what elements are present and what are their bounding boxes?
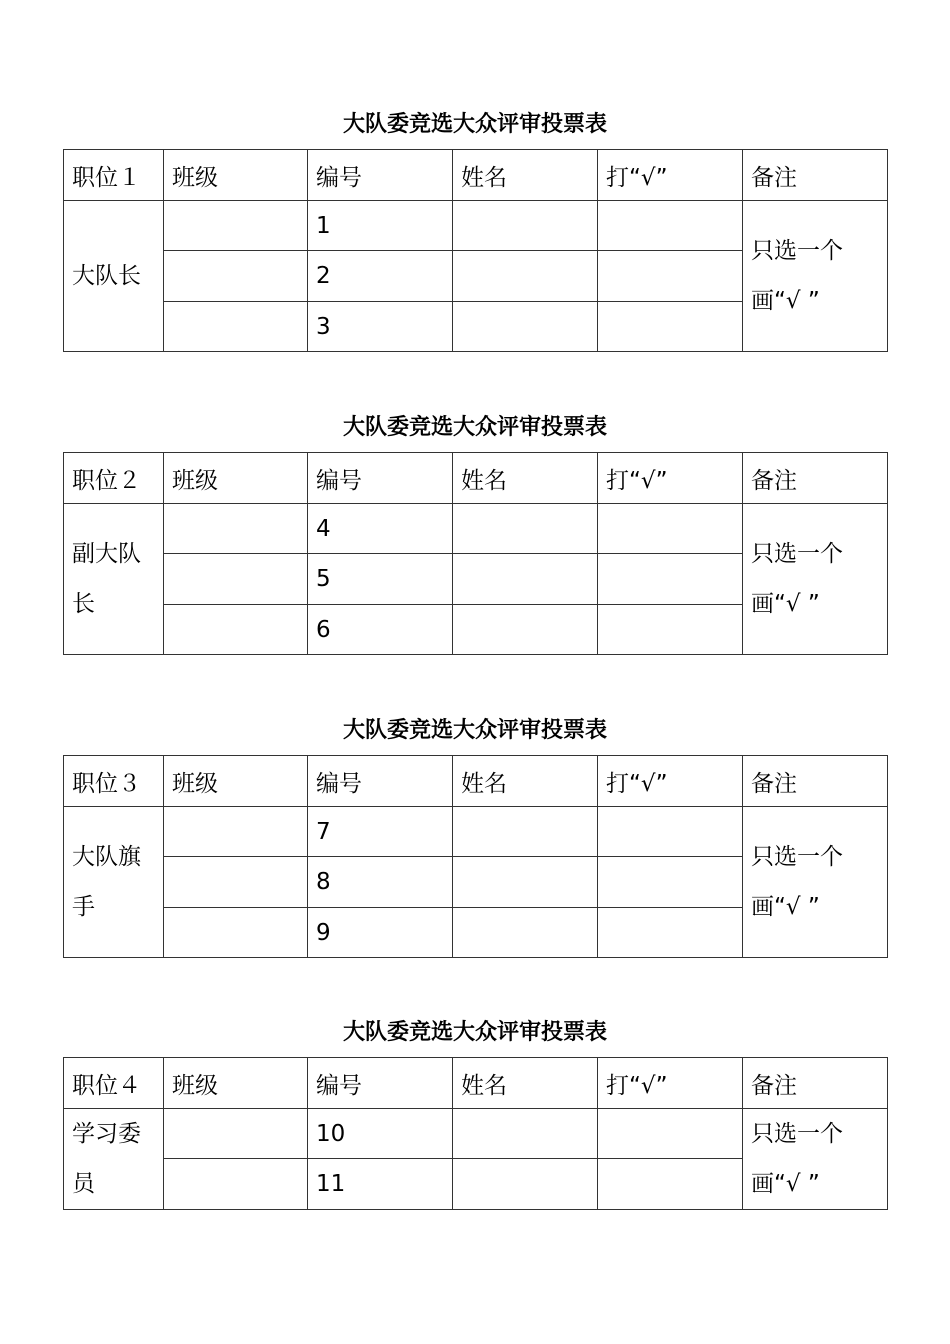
header-row	[64, 1058, 888, 1109]
table-title: 大队委竞选大众评审投票表	[342, 718, 607, 743]
name-cell[interactable]	[453, 201, 598, 251]
header-check: 打“√”	[598, 150, 743, 201]
table-row	[64, 1109, 888, 1159]
name-cell[interactable]	[453, 1109, 598, 1159]
class-cell[interactable]	[164, 554, 308, 605]
check-cell[interactable]	[598, 807, 743, 857]
header-check: 打“√”	[598, 756, 743, 807]
name-cell[interactable]	[453, 1159, 598, 1210]
table-row	[64, 807, 888, 857]
number-cell: 5	[308, 554, 453, 605]
header-note: 备注	[743, 150, 888, 201]
check-cell[interactable]	[598, 605, 743, 655]
position-label: 职位１	[64, 150, 164, 201]
number-cell: 4	[308, 504, 453, 554]
header-row	[64, 453, 888, 504]
header-name: 姓名	[453, 1058, 598, 1109]
number-cell: 7	[308, 807, 453, 857]
number-cell: 6	[308, 605, 453, 655]
note-cell: 只选一个画“√ ”	[743, 504, 888, 655]
header-class: 班级	[164, 1058, 308, 1109]
position-label: 职位３	[64, 756, 164, 807]
note-cell: 只选一个画“√ ”	[743, 807, 888, 958]
check-cell[interactable]	[598, 302, 743, 352]
name-cell[interactable]	[453, 554, 598, 605]
vote-table	[63, 755, 888, 958]
header-class: 班级	[164, 150, 308, 201]
class-cell[interactable]	[164, 908, 308, 958]
vote-table	[63, 452, 888, 655]
name-cell[interactable]	[453, 605, 598, 655]
number-cell: 10	[308, 1109, 453, 1159]
check-cell[interactable]	[598, 554, 743, 605]
header-number: 编号	[308, 756, 453, 807]
class-cell[interactable]	[164, 1109, 308, 1159]
name-cell[interactable]	[453, 807, 598, 857]
header-row	[64, 150, 888, 201]
class-cell[interactable]	[164, 1159, 308, 1210]
number-cell: 9	[308, 908, 453, 958]
header-number: 编号	[308, 150, 453, 201]
name-cell[interactable]	[453, 908, 598, 958]
number-cell: 8	[308, 857, 453, 908]
table-row	[64, 201, 888, 251]
header-class: 班级	[164, 756, 308, 807]
name-cell[interactable]	[453, 302, 598, 352]
class-cell[interactable]	[164, 302, 308, 352]
check-cell[interactable]	[598, 1159, 743, 1210]
class-cell[interactable]	[164, 807, 308, 857]
class-cell[interactable]	[164, 251, 308, 302]
header-name: 姓名	[453, 756, 598, 807]
header-number: 编号	[308, 1058, 453, 1109]
number-cell: 2	[308, 251, 453, 302]
number-cell: 3	[308, 302, 453, 352]
class-cell[interactable]	[164, 857, 308, 908]
role-cell: 副大队长	[64, 504, 164, 655]
header-note: 备注	[743, 756, 888, 807]
header-note: 备注	[743, 1058, 888, 1109]
vote-table	[63, 1057, 888, 1210]
name-cell[interactable]	[453, 504, 598, 554]
header-check: 打“√”	[598, 453, 743, 504]
vote-table	[63, 149, 888, 352]
header-name: 姓名	[453, 453, 598, 504]
table-title: 大队委竞选大众评审投票表	[342, 112, 607, 137]
header-check: 打“√”	[598, 1058, 743, 1109]
header-name: 姓名	[453, 150, 598, 201]
check-cell[interactable]	[598, 857, 743, 908]
check-cell[interactable]	[598, 1109, 743, 1159]
note-cell: 只选一个画“√ ”	[743, 1109, 888, 1210]
name-cell[interactable]	[453, 251, 598, 302]
name-cell[interactable]	[453, 857, 598, 908]
number-cell: 1	[308, 201, 453, 251]
class-cell[interactable]	[164, 605, 308, 655]
header-number: 编号	[308, 453, 453, 504]
table-title: 大队委竞选大众评审投票表	[342, 415, 607, 440]
role-cell: 大队长	[64, 201, 164, 352]
header-row	[64, 756, 888, 807]
number-cell: 11	[308, 1159, 453, 1210]
check-cell[interactable]	[598, 504, 743, 554]
table-title: 大队委竞选大众评审投票表	[342, 1020, 607, 1045]
header-note: 备注	[743, 453, 888, 504]
position-label: 职位４	[64, 1058, 164, 1109]
check-cell[interactable]	[598, 908, 743, 958]
check-cell[interactable]	[598, 201, 743, 251]
class-cell[interactable]	[164, 201, 308, 251]
class-cell[interactable]	[164, 504, 308, 554]
note-cell: 只选一个画“√ ”	[743, 201, 888, 352]
header-class: 班级	[164, 453, 308, 504]
check-cell[interactable]	[598, 251, 743, 302]
table-row	[64, 504, 888, 554]
role-cell: 大队旗手	[64, 807, 164, 958]
position-label: 职位２	[64, 453, 164, 504]
role-cell: 学习委员	[64, 1109, 164, 1210]
